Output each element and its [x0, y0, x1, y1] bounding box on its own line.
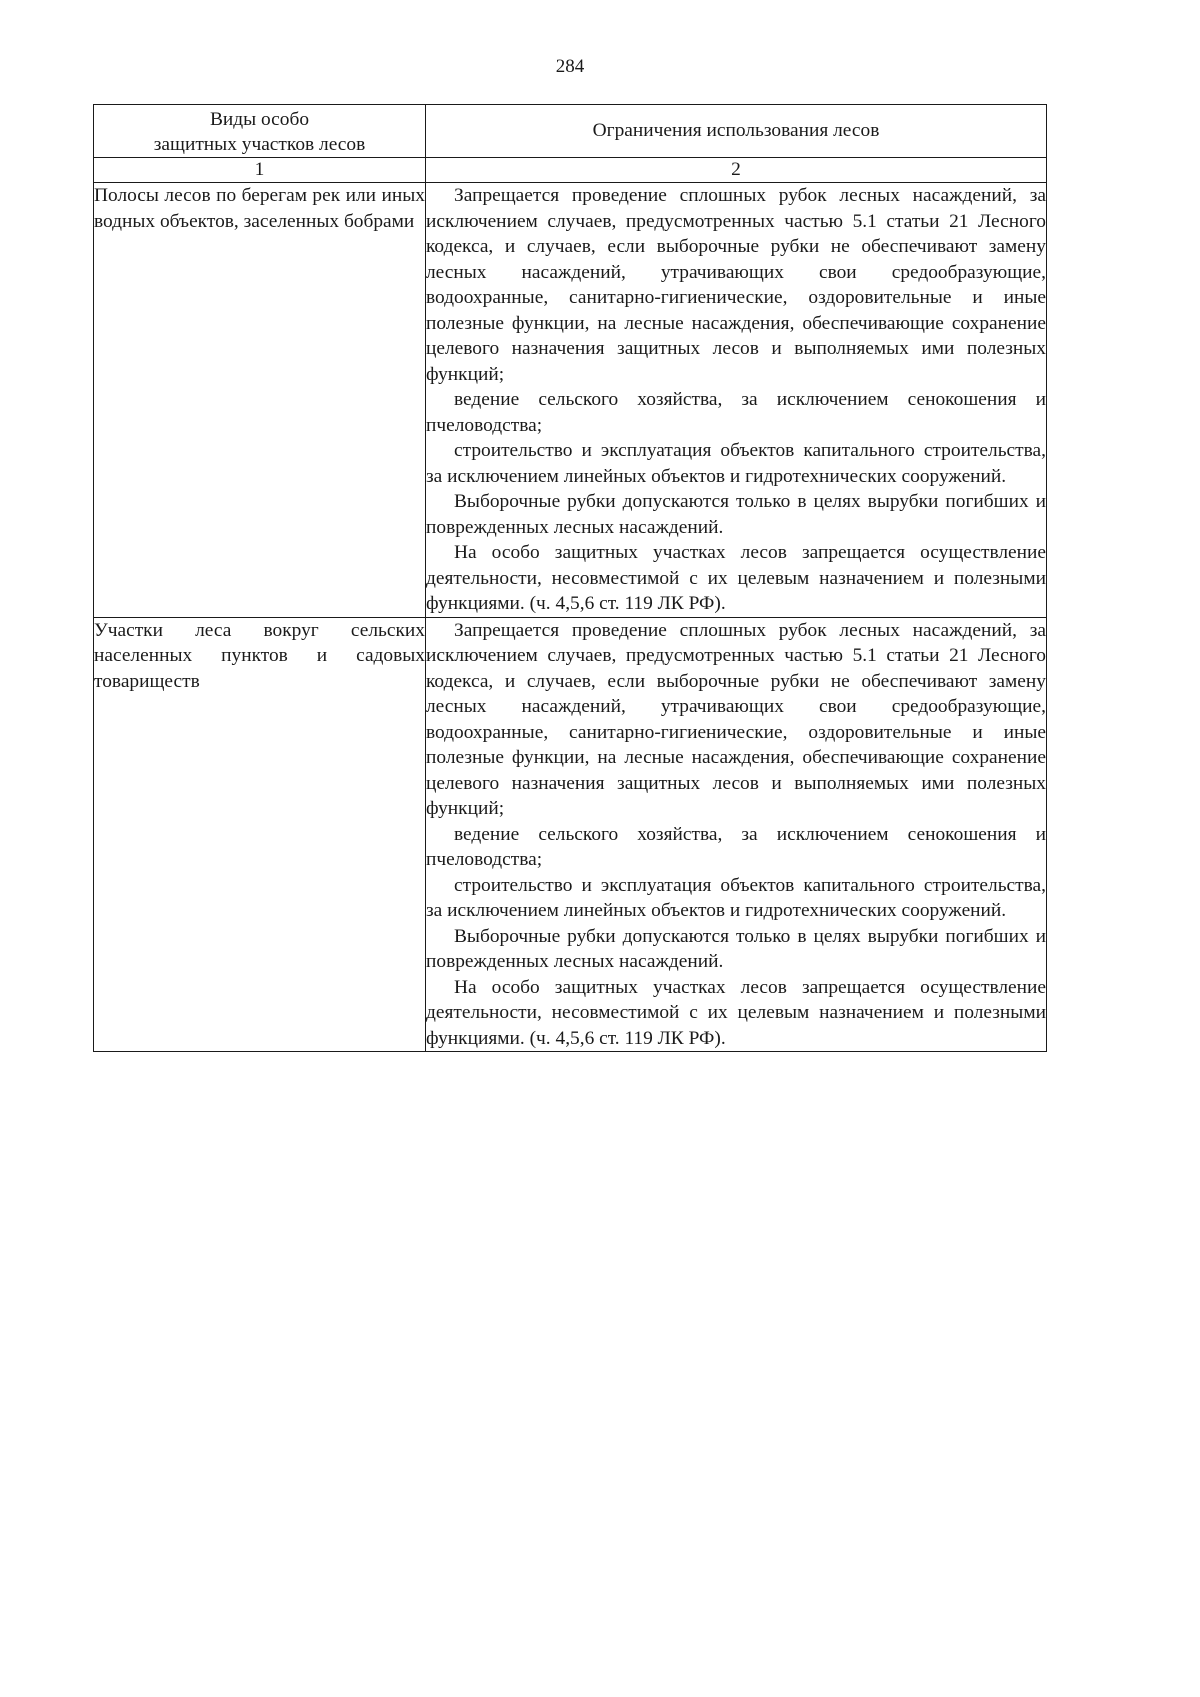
restrictions-cell	[426, 183, 1047, 618]
header-cell-types	[94, 105, 426, 158]
forest-area-type: Полосы лесов по берегам рек или иных водных объектов, заселенных бобрами	[94, 185, 425, 232]
header-types-line2: защитных участков лесов	[153, 134, 366, 155]
restriction-paragraph: Запрещается проведение сплошных рубок лесных насаждений, за исключением случаев, предусмотренных частью 5.1 статьи 21 Лесного кодекса, и случаев, если выборочные рубки не обеспечивают замену лесных насаждений, утрачивающих свои средообразующие, водоохранные, санитарно-гигиенические, оздоровительные и иные полезные функции, на лесные насаждения, обеспечивающие сохранение целевого назначения защитных лесов и выполняемых ими полезных функций;	[426, 185, 1046, 385]
restriction-paragraph: ведение сельского хозяйства, за исключением сенокошения и пчеловодства;	[426, 389, 1046, 436]
header-cell-restrictions: Ограничения использования лесов	[426, 105, 1047, 158]
restriction-paragraph: На особо защитных участках лесов запрещается осуществление деятельности, несовместимой с их целевым назначением и полезными функциями. (ч. 4,5,6 ст. 119 ЛК РФ).	[426, 542, 1046, 614]
header-types-line1: Виды особо	[209, 109, 310, 130]
forest-area-type-cell	[94, 617, 426, 1052]
column-number-1: 1	[94, 158, 426, 183]
restriction-paragraph: Выборочные рубки допускаются только в целях вырубки погибших и поврежденных лесных насаждений.	[426, 491, 1046, 538]
restrictions-table	[93, 104, 1047, 1052]
restrictions-cell	[426, 617, 1047, 1052]
restriction-paragraph: На особо защитных участках лесов запрещается осуществление деятельности, несовместимой с их целевым назначением и полезными функциями. (ч. 4,5,6 ст. 119 ЛК РФ).	[426, 976, 1046, 1049]
table-header-row	[94, 105, 1047, 158]
restriction-paragraph: строительство и эксплуатация объектов капитального строительства, за исключением линейных объектов и гидротехнических сооружений.	[426, 440, 1046, 487]
restriction-paragraph: строительство и эксплуатация объектов капитального строительства, за исключением линейных объектов и гидротехнических сооружений.	[426, 874, 1046, 921]
page-number: 284	[555, 56, 585, 77]
table-row	[94, 183, 1047, 618]
restriction-paragraph: Запрещается проведение сплошных рубок лесных насаждений, за исключением случаев, предусмотренных частью 5.1 статьи 21 Лесного кодекса, и случаев, если выборочные рубки не обеспечивают замену лесных насаждений, утрачивающих свои средообразующие, водоохранные, санитарно-гигиенические, оздоровительные и иные полезные функции, на лесные насаждения, обеспечивающие сохранение целевого назначения защитных лесов и выполняемых ими полезных функций;	[426, 619, 1046, 819]
column-number-row	[94, 158, 1047, 183]
forest-area-type-cell	[94, 183, 426, 618]
forest-area-type: Участки леса вокруг сельских населенных пунктов и садовых товариществ	[94, 619, 425, 692]
column-number-2: 2	[426, 158, 1047, 183]
restriction-paragraph: ведение сельского хозяйства, за исключением сенокошения и пчеловодства;	[426, 823, 1046, 870]
table-row	[94, 617, 1047, 1052]
restriction-paragraph: Выборочные рубки допускаются только в целях вырубки погибших и поврежденных лесных насаждений.	[426, 925, 1046, 972]
